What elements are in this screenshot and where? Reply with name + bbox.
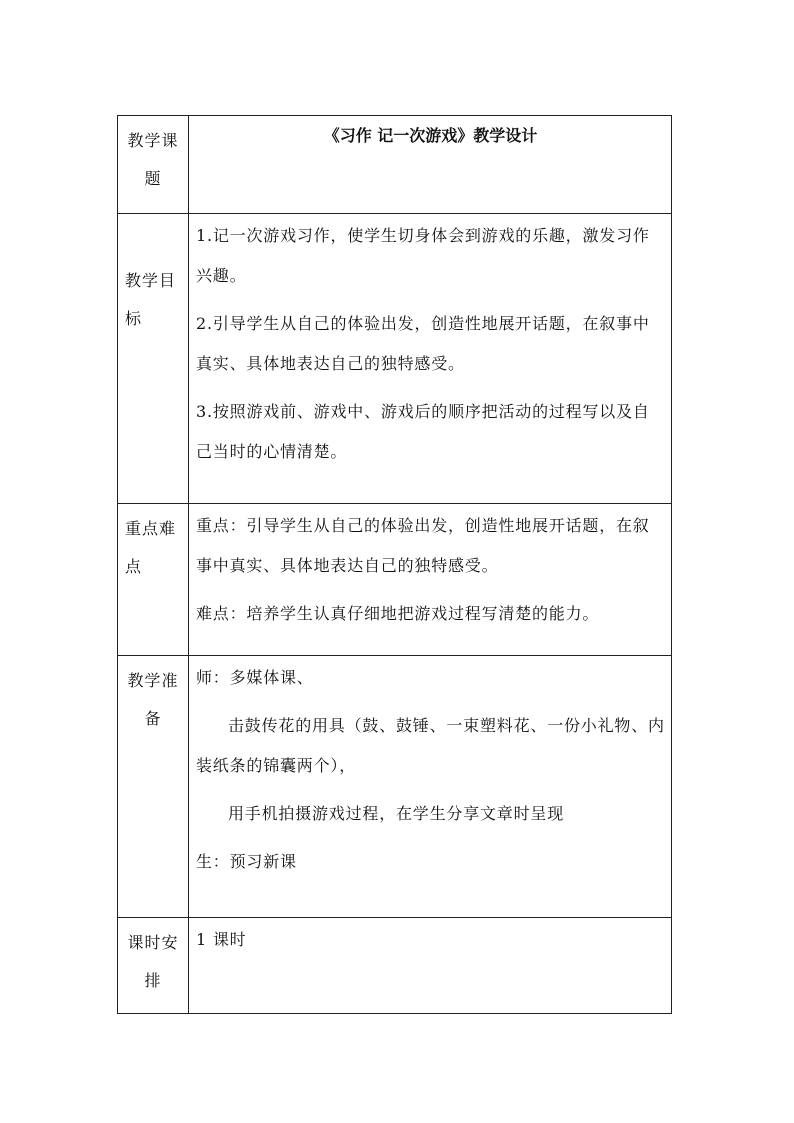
prep-phone: 用手机拍摄游戏过程，在学生分享文章时呈现 [228,804,565,823]
row-key-points [118,504,672,656]
label-cell-key-points [118,504,189,656]
content-cell-key-points [189,504,672,656]
row-topic [118,116,672,214]
label-cell-schedule [118,918,189,1014]
label-objectives: 教学目标 [125,271,177,328]
label-topic: 教学课题 [127,131,179,188]
content-cell-objectives [189,214,672,504]
label-schedule: 课时安排 [127,933,179,990]
row-objectives [118,214,672,504]
label-cell-preparation [118,656,189,918]
prep-tools: 击鼓传花的用具（鼓、鼓锤、一束塑料花、一份小礼物、内装纸条的锦囊两个）， [196,716,665,775]
key-point-text: 重点：引导学生从自己的体验出发，创造性地展开话题，在叙事中真实、具体地表达自己的独特感受。 [196,516,650,575]
label-cell-topic [118,116,189,214]
row-schedule [118,918,672,1014]
label-preparation: 教学准备 [127,671,179,728]
objective-item-2: 2.引导学生从自己的体验出发，创造性地展开话题，在叙事中真实、具体地表达自己的独特感受。 [196,314,650,373]
prep-student: 生：预习新课 [196,852,297,871]
lesson-title: 《习作 记一次游戏》教学设计 [323,126,538,145]
content-cell-preparation [189,656,672,918]
objective-item-1: 1.记一次游戏习作，使学生切身体会到游戏的乐趣，激发习作兴趣。 [196,226,650,285]
label-key-points: 重点难点 [125,519,177,576]
label-cell-objectives [118,214,189,504]
lesson-plan-table [117,115,672,1014]
difficulty-text: 难点：培养学生认真仔细地把游戏过程写清楚的能力。 [196,604,600,623]
content-cell-topic [189,116,672,214]
schedule-value: 1 课时 [196,930,247,949]
objective-item-3: 3.按照游戏前、游戏中、游戏后的顺序把活动的过程写以及自己当时的心情清楚。 [196,402,650,461]
prep-teacher: 师：多媒体课、 [196,668,314,687]
row-preparation [118,656,672,918]
content-cell-schedule [189,918,672,1014]
